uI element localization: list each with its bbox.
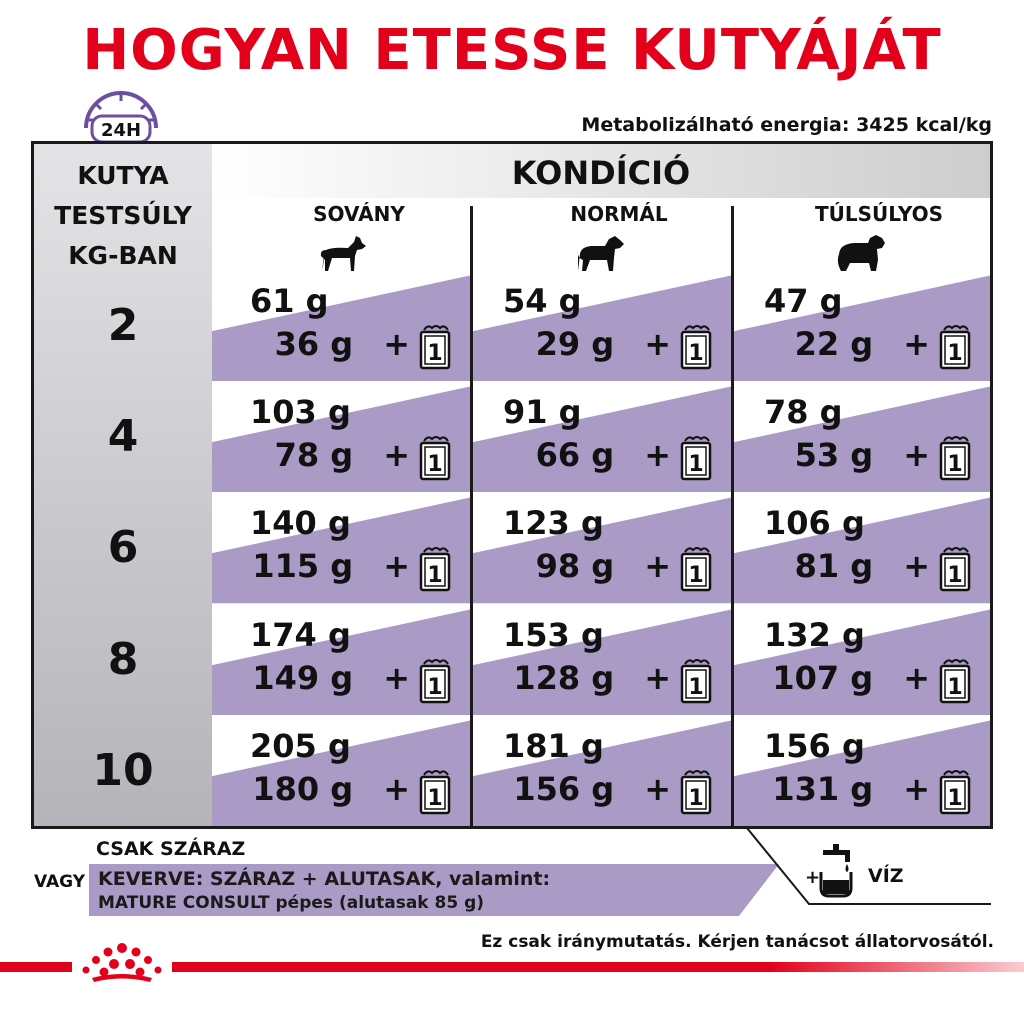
pouch-icon xyxy=(938,325,972,366)
disclaimer-note: Ez csak iránymutatás. Kérjen tanácsot állatorvosától. xyxy=(480,932,994,952)
plus-sign: + xyxy=(383,658,410,697)
condition-overweight: TÚLSÚLYOS xyxy=(814,202,944,226)
pouch-count: 1 xyxy=(947,674,963,700)
mixed-amount-group xyxy=(772,656,972,704)
pouch-count: 1 xyxy=(427,785,443,811)
condition-normal: NORMÁL xyxy=(570,202,668,226)
mixed-amount: 66 g xyxy=(535,436,615,475)
portion-cell xyxy=(734,715,990,826)
clock-24h-icon xyxy=(78,88,164,144)
legend-dry-only: CSAK SZÁRAZ xyxy=(96,838,246,860)
mixed-amount-group xyxy=(252,544,452,592)
legend-or: VAGY xyxy=(34,872,86,892)
portion-cell xyxy=(212,492,470,603)
mixed-amount: 53 g xyxy=(794,436,874,475)
mixed-amount-group xyxy=(275,433,452,481)
dry-amount: 156 g xyxy=(764,726,865,765)
pouch-icon xyxy=(938,436,972,478)
normal-dog-icon xyxy=(575,234,625,272)
mixed-amount: 22 g xyxy=(794,325,874,363)
plus-sign: + xyxy=(383,325,410,363)
dry-amount: 103 g xyxy=(250,393,351,432)
mixed-amount: 149 g xyxy=(252,658,354,697)
clock-label: 24H xyxy=(100,120,142,141)
mixed-amount-group xyxy=(513,767,713,815)
mixed-amount-group xyxy=(275,322,452,370)
dry-amount: 91 g xyxy=(503,393,582,432)
pouch-count: 1 xyxy=(947,341,963,366)
dry-amount: 54 g xyxy=(503,282,582,320)
pouch-count: 1 xyxy=(427,674,443,700)
page-title: HOGYAN ETESSE KUTYÁJÁT xyxy=(82,18,942,83)
mixed-amount: 131 g xyxy=(772,769,874,808)
pouch-count: 1 xyxy=(427,563,443,589)
portion-cell xyxy=(212,381,470,492)
pouch-icon xyxy=(679,547,713,589)
dry-amount: 153 g xyxy=(503,615,604,654)
plus-sign: + xyxy=(903,769,930,808)
pouch-icon xyxy=(418,547,452,589)
pouch-count: 1 xyxy=(947,563,963,589)
mixed-amount-group xyxy=(536,322,713,370)
pouch-icon xyxy=(938,770,972,811)
plus-sign: + xyxy=(383,436,410,475)
dry-amount: 181 g xyxy=(503,726,604,765)
portion-cell xyxy=(734,492,990,603)
mixed-amount: 115 g xyxy=(252,547,354,586)
dry-amount: 123 g xyxy=(503,504,604,543)
energy-info: Metabolizálható energia: 3425 kcal/kg xyxy=(581,114,992,136)
pouch-icon xyxy=(418,659,452,700)
dry-amount: 106 g xyxy=(764,504,865,543)
pouch-count: 1 xyxy=(688,563,704,589)
plus-sign: + xyxy=(644,547,671,586)
mixed-amount-group xyxy=(252,767,452,815)
water-tap-icon xyxy=(821,844,851,896)
dry-amount: 47 g xyxy=(764,282,843,320)
mixed-amount: 36 g xyxy=(274,325,354,363)
mixed-amount: 128 g xyxy=(513,658,615,697)
pouch-icon xyxy=(679,325,713,366)
pouch-icon xyxy=(679,436,713,478)
weight-header xyxy=(34,156,212,276)
weight-value: 6 xyxy=(107,522,139,574)
portion-cell xyxy=(473,270,731,381)
water-plus: + xyxy=(805,867,821,888)
weight-value: 8 xyxy=(107,633,139,685)
mixed-amount: 180 g xyxy=(252,769,354,808)
pouch-icon xyxy=(679,770,713,811)
mixed-amount-group xyxy=(513,656,713,704)
pouch-count: 1 xyxy=(427,452,443,478)
overweight-dog-icon xyxy=(836,234,886,272)
mixed-amount-group xyxy=(536,433,713,481)
portion-cell xyxy=(473,492,731,603)
portion-cell xyxy=(473,715,731,826)
mixed-amount-group xyxy=(772,767,972,815)
weight-value: 2 xyxy=(107,300,139,351)
plus-sign: + xyxy=(903,325,930,363)
mixed-amount: 29 g xyxy=(535,325,615,363)
legend-mixed-line1: KEVERVE: SZÁRAZ + ALUTASAK, valamint: xyxy=(98,868,551,890)
pouch-icon xyxy=(418,436,452,478)
weight-header-line1: KUTYA xyxy=(77,161,169,190)
pouch-count: 1 xyxy=(947,785,963,811)
portion-cell xyxy=(473,381,731,492)
water-label: VÍZ xyxy=(868,865,904,887)
portion-cell xyxy=(473,604,731,715)
lean-dog-icon xyxy=(318,234,368,272)
mixed-amount-group xyxy=(795,322,972,370)
mixed-amount: 156 g xyxy=(513,769,615,808)
condition-header: KONDÍCIÓ xyxy=(212,144,990,198)
weight-column xyxy=(34,144,212,826)
dry-amount: 205 g xyxy=(250,726,351,765)
portion-cell xyxy=(212,604,470,715)
pouch-icon xyxy=(418,770,452,811)
feeding-table xyxy=(31,141,993,829)
weight-value: 10 xyxy=(92,744,154,796)
portion-cell xyxy=(734,381,990,492)
condition-lean: SOVÁNY xyxy=(313,202,405,226)
mixed-amount: 107 g xyxy=(772,658,874,697)
mixed-amount-group xyxy=(795,544,972,592)
royal-canin-crown-logo xyxy=(72,940,172,986)
mixed-amount: 78 g xyxy=(274,436,354,475)
plus-sign: + xyxy=(383,769,410,808)
pouch-count: 1 xyxy=(688,674,704,700)
plus-sign: + xyxy=(644,769,671,808)
portion-cell xyxy=(212,715,470,826)
mixed-amount: 98 g xyxy=(535,547,615,586)
mixed-amount-group xyxy=(795,433,972,481)
pouch-count: 1 xyxy=(688,452,704,478)
legend-mixed-line2: MATURE CONSULT pépes (alutasak 85 g) xyxy=(98,893,485,913)
dry-amount: 140 g xyxy=(250,504,351,543)
dry-amount: 132 g xyxy=(764,615,865,654)
plus-sign: + xyxy=(644,658,671,697)
pouch-icon xyxy=(938,659,972,700)
mixed-amount: 81 g xyxy=(794,547,874,586)
plus-sign: + xyxy=(903,658,930,697)
plus-sign: + xyxy=(644,436,671,475)
pouch-count: 1 xyxy=(427,341,443,366)
pouch-icon xyxy=(418,325,452,366)
pouch-count: 1 xyxy=(688,785,704,811)
dry-amount: 174 g xyxy=(250,615,351,654)
pouch-icon xyxy=(938,547,972,589)
dry-amount: 61 g xyxy=(250,282,329,320)
plus-sign: + xyxy=(383,547,410,586)
portion-cell xyxy=(734,270,990,381)
weight-value: 4 xyxy=(107,411,139,463)
pouch-icon xyxy=(679,659,713,700)
portion-cell xyxy=(212,270,470,381)
mixed-amount-group xyxy=(252,656,452,704)
plus-sign: + xyxy=(903,547,930,586)
pouch-count: 1 xyxy=(688,341,704,366)
portion-cell xyxy=(734,604,990,715)
weight-header-line2: TESTSÚLY xyxy=(54,201,192,230)
plus-sign: + xyxy=(644,325,671,363)
weight-header-line3: KG-BAN xyxy=(68,241,178,270)
pouch-count: 1 xyxy=(947,452,963,478)
mixed-amount-group xyxy=(536,544,713,592)
plus-sign: + xyxy=(903,436,930,475)
dry-amount: 78 g xyxy=(764,393,843,432)
